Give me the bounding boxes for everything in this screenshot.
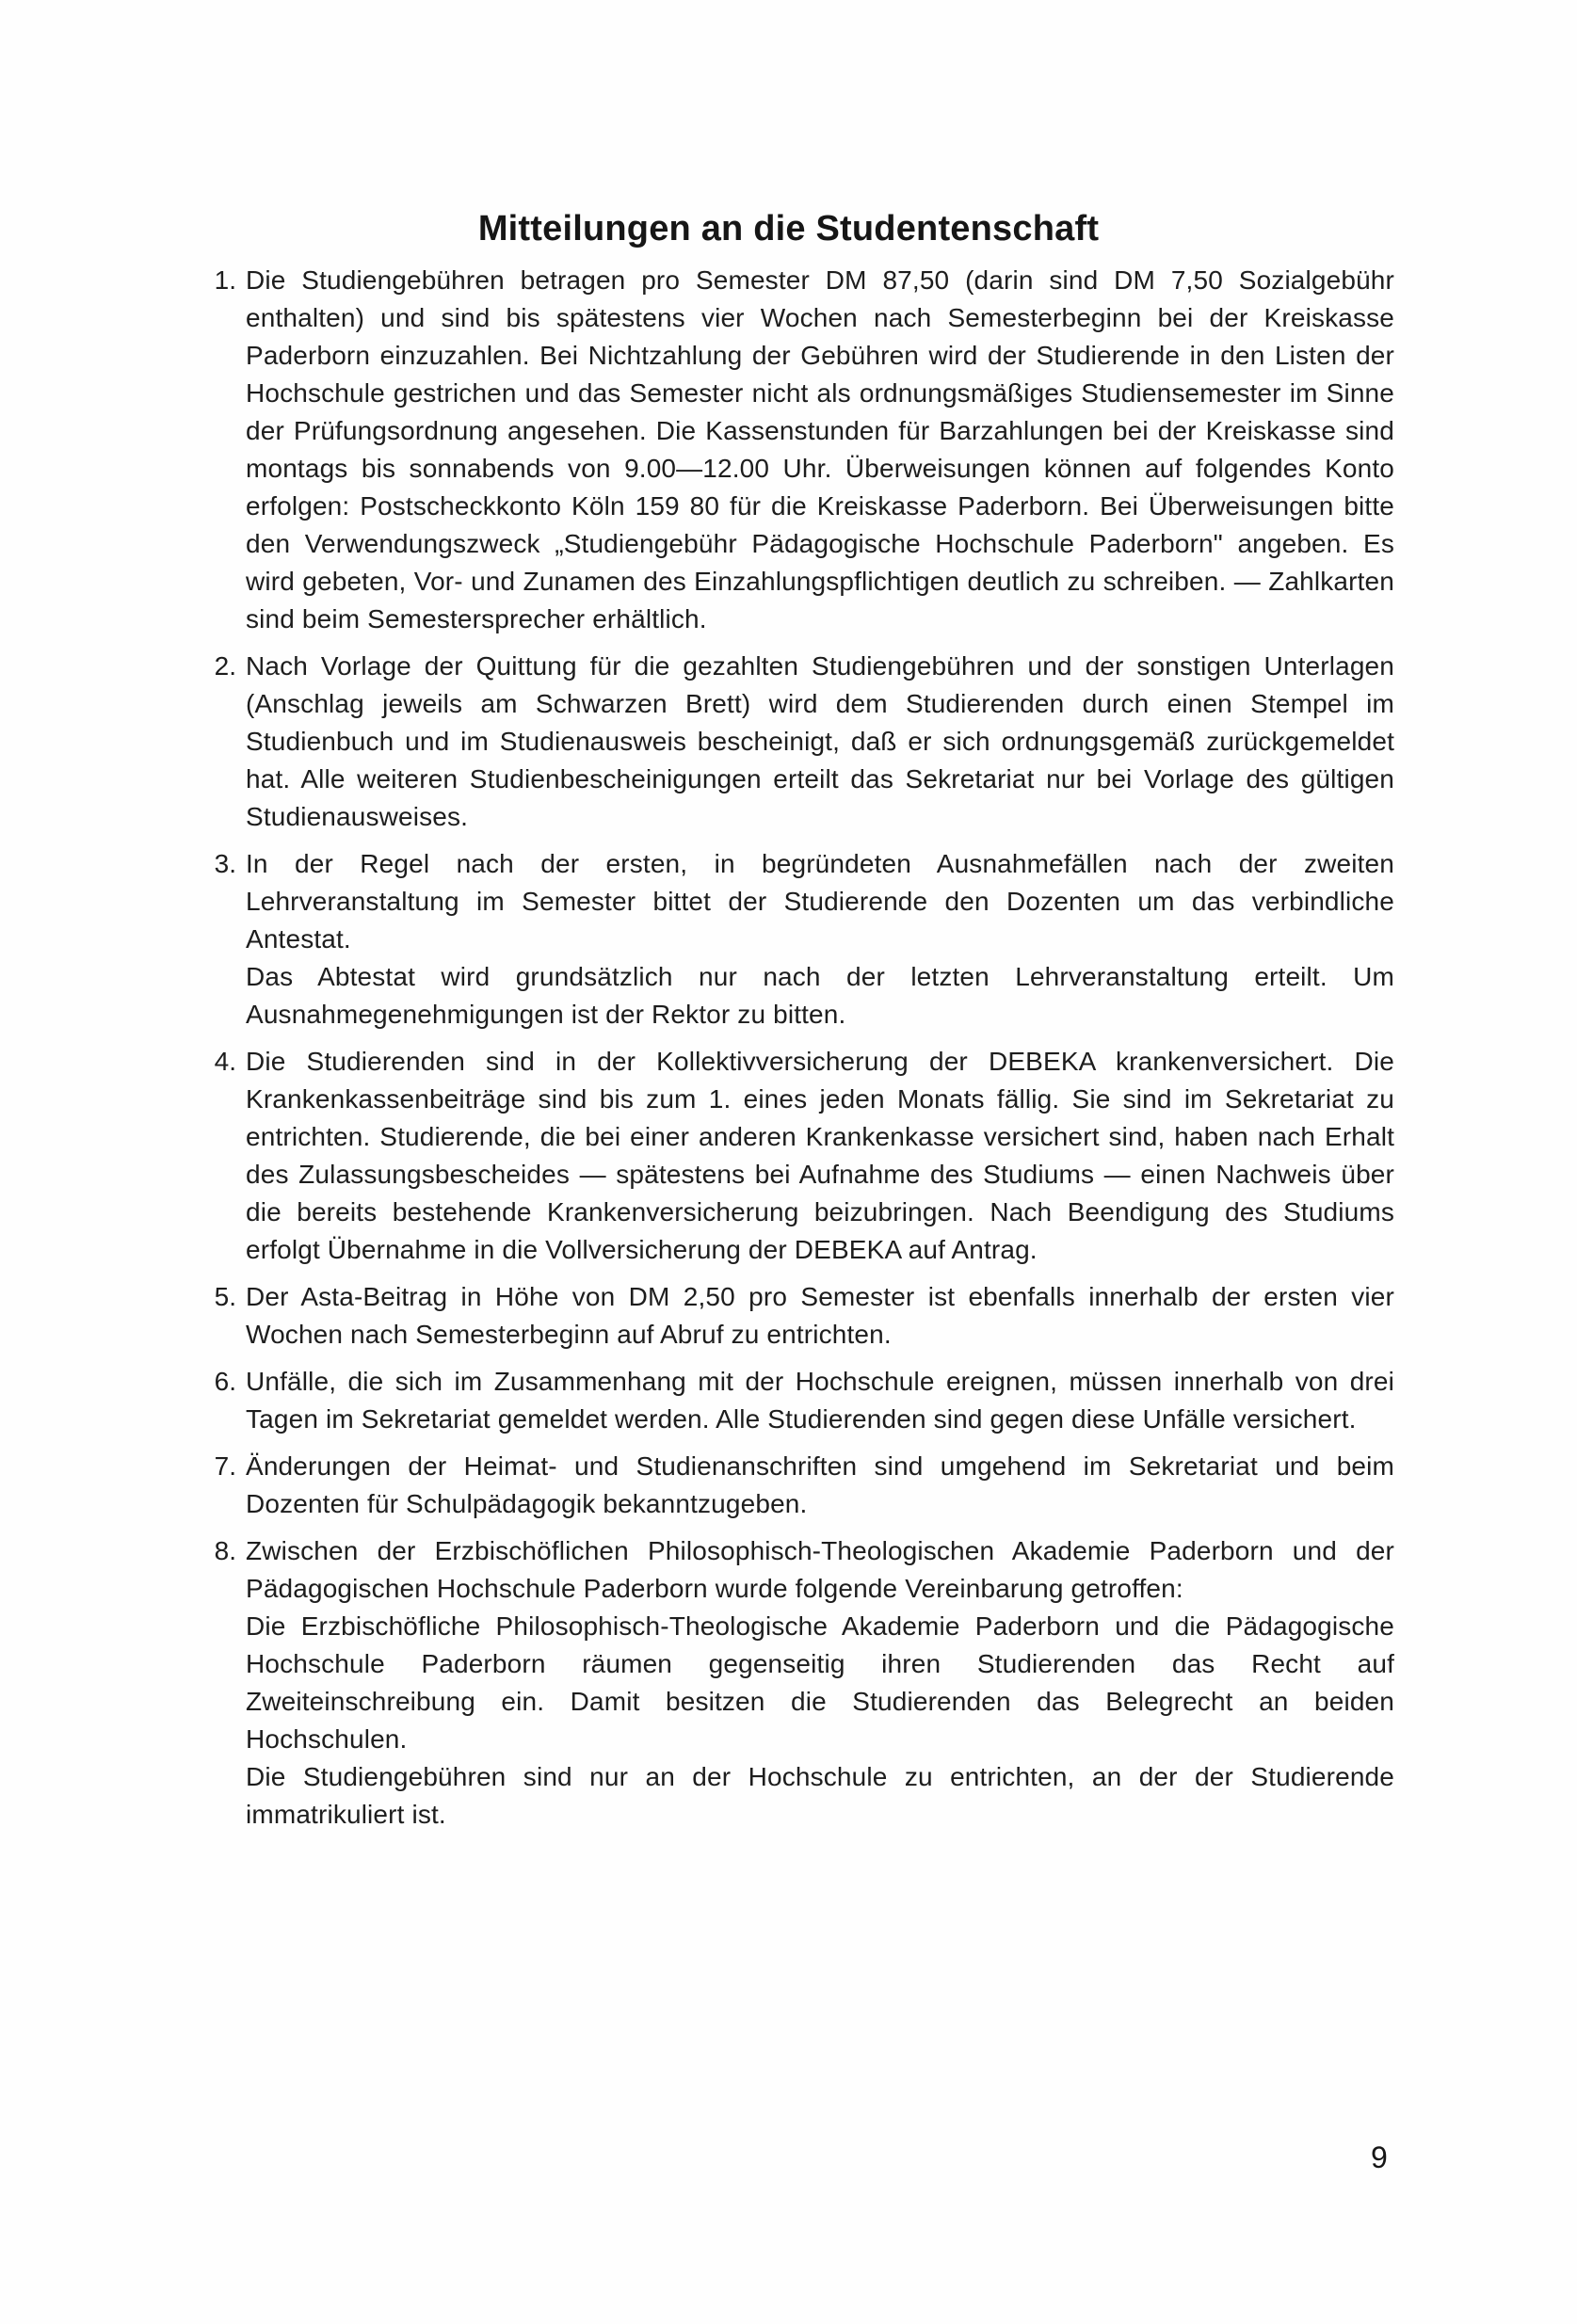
paragraph: Änderungen der Heimat- und Studienanschriften sind umgehend im Sekretariat und beim Dozenten für Schulpädagogik bekanntzugeben. [246,1451,1394,1518]
item-number: 4. [214,1047,236,1076]
paragraph: Nach Vorlage der Quittung für die gezahlten Studiengebühren und der sonstigen Unterlagen (Anschlag jeweils am Schwarzen Brett) wird dem Studierenden durch einen Stempel im Studienbuch und im Studienausweis bescheinigt, daß er sich ordnungsgemäß zurückgemeldet hat. Alle weiteren Studienbescheinigungen erteilt das Sekretariat nur bei Vorlage des gültigen Studienausweises. [246,651,1394,831]
paragraph: Die Studierenden sind in der Kollektivversicherung der DEBEKA krankenversichert. Die Krankenkassenbeiträge sind bis zum 1. eines jeden Monats fällig. Sie sind im Sekretariat zu entrichten. Studierende, die bei einer anderen Krankenkasse versichert sind, haben nach Erhalt des Zulassungsbescheides — spätestens bei Aufnahme des Studiums — einen Nachweis über die bereits bestehende Krankenversicherung beizubringen. Nach Beendigung des Studiums erfolgt Übernahme in die Vollversicherung der DEBEKA auf Antrag. [246,1047,1394,1264]
list-item [201,1043,1394,1269]
page-title: Mitteilungen an die Studentenschaft [477,209,1100,248]
list-item [201,262,1394,638]
page-number: 9 [1371,2140,1388,2174]
paragraph: Die Erzbischöfliche Philosophisch-Theologische Akademie Paderborn und die Pädagogische Hochschule Paderborn räumen gegenseitig ihren Studierenden das Recht auf Zweiteinschreibung ein. Damit besitzen die Studierenden das Belegrecht an beiden Hochschulen. [246,1611,1394,1754]
item-body [238,262,1394,638]
list-item [201,1363,1394,1438]
item-body [238,648,1394,836]
announcement-list [201,262,1394,1843]
list-item [201,1532,1394,1834]
paragraph: Unfälle, die sich im Zusammenhang mit der Hochschule ereignen, müssen innerhalb von drei Tagen im Sekretariat gemeldet werden. Alle Studierenden sind gegen diese Unfälle versichert. [246,1367,1394,1434]
item-number: 1. [214,265,236,295]
item-body [238,1532,1394,1834]
paragraph: In der Regel nach der ersten, in begründeten Ausnahmefällen nach der zweiten Lehrveranstaltung im Semester bittet der Studierende den Dozenten um das verbindliche Antestat. [246,849,1394,954]
paragraph: Zwischen der Erzbischöflichen Philosophisch-Theologischen Akademie Paderborn und der Pädagogischen Hochschule Paderborn wurde folgende Vereinbarung getroffen: [246,1536,1394,1603]
paragraph: Der Asta-Beitrag in Höhe von DM 2,50 pro Semester ist ebenfalls innerhalb der ersten vier Wochen nach Semesterbeginn auf Abruf zu entrichten. [246,1282,1394,1349]
paragraph: Das Abtestat wird grundsätzlich nur nach der letzten Lehrveranstaltung erteilt. Um Ausnahmegenehmigungen ist der Rektor zu bitten. [246,962,1394,1029]
list-item [201,1448,1394,1523]
item-number: 8. [214,1536,236,1565]
item-body [238,1043,1394,1269]
item-body [238,1363,1394,1438]
item-number: 2. [214,651,236,681]
list-item [201,845,1394,1034]
paragraph: Die Studiengebühren sind nur an der Hochschule zu entrichten, an der der Studierende immatrikuliert ist. [246,1762,1394,1829]
item-body [238,1448,1394,1523]
item-number: 6. [214,1367,236,1396]
paragraph: Die Studiengebühren betragen pro Semester DM 87,50 (darin sind DM 7,50 Sozialgebühr enthalten) und sind bis spätestens vier Wochen nach Semesterbeginn bei der Kreiskasse Paderborn einzuzahlen. Bei Nichtzahlung der Gebühren wird der Studierende in den Listen der Hochschule gestrichen und das Semester nicht als ordnungsmäßiges Studiensemester im Sinne der Prüfungsordnung angesehen. Die Kassenstunden für Barzahlungen bei der Kreiskasse sind montags bis sonnabends von 9.00—12.00 Uhr. Überweisungen können auf folgendes Konto erfolgen: Postscheckkonto Köln 159 80 für die Kreiskasse Paderborn. Bei Überweisungen bitte den Verwendungszweck „Studiengebühr Pädagogische Hochschule Paderborn" angeben. Es wird gebeten, Vor- und Zunamen des Einzahlungspflichtigen deutlich zu schreiben. — Zahlkarten sind beim Semestersprecher erhältlich. [246,265,1394,633]
item-body [238,845,1394,1034]
item-number: 5. [214,1282,236,1311]
item-body [238,1278,1394,1354]
list-item [201,1278,1394,1354]
list-item [201,648,1394,836]
item-number: 3. [214,849,236,878]
item-number: 7. [214,1451,236,1481]
